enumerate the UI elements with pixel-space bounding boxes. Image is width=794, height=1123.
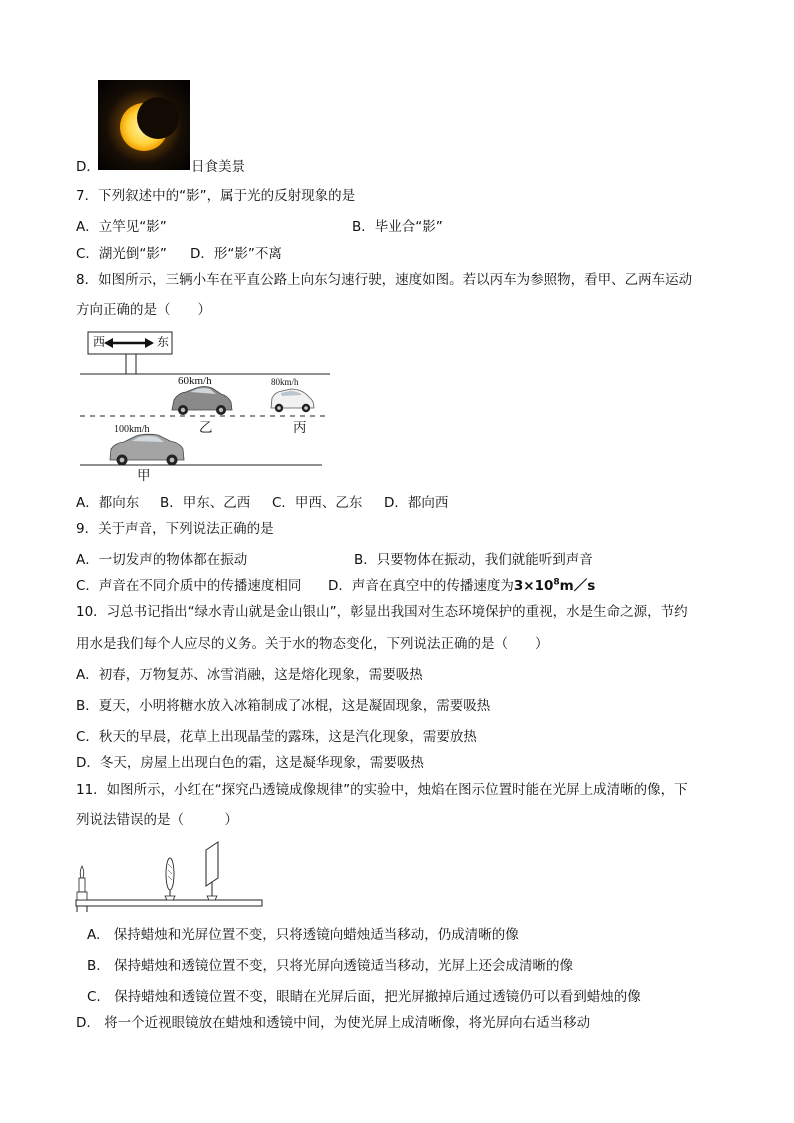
light-screen-icon — [206, 842, 218, 900]
car-yi-label: 乙 — [199, 420, 213, 436]
q11-option-b: B. 保持蜡烛和透镜位置不变，只将光屏向透镜适当移动，光屏上还会成清晰的像 — [87, 958, 574, 974]
q8-stem-line2: 方向正确的是（ ） — [76, 302, 211, 318]
q8-option-c: C．甲西、乙东 — [272, 495, 363, 511]
q9-option-d-unit: m／s — [559, 578, 596, 594]
q8-option-b: B．甲东、乙西 — [160, 495, 251, 511]
q8-stem-line1: 8．如图所示，三辆小车在平直公路上向东匀速行驶，速度如图。若以丙车为参照物，看甲、乙两车运动 — [76, 272, 693, 288]
q10-option-b: B．夏天，小明将糖水放入冰箱制成了冰棍，这是凝固现象，需要吸热 — [76, 698, 491, 714]
q11-optical-bench-figure — [74, 838, 264, 914]
q7-option-b: B．毕业合“影” — [352, 219, 443, 235]
car-jia-icon — [110, 434, 184, 465]
car-jia-label: 甲 — [137, 468, 151, 484]
q11-stem-line1: 11．如图所示，小红在“探究凸透镜成像规律”的实验中，烛焰在图示位置时能在光屏上成清晰的像，下 — [76, 782, 688, 798]
q7-option-c: C．湖光倒“影” — [76, 246, 167, 262]
convex-lens-icon — [165, 858, 175, 900]
q10-option-a: A．初春，万物复苏、冰雪消融，这是熔化现象，需要吸热 — [76, 667, 423, 683]
q7-option-d: D．形“影”不离 — [190, 246, 282, 262]
solar-eclipse-image — [98, 80, 190, 170]
car-yi-icon — [172, 387, 232, 416]
sign-west-label: 西 — [93, 335, 106, 349]
car-bing-icon — [271, 389, 314, 412]
q8-option-a: A．都向东 — [76, 495, 140, 511]
q8-option-d: D．都向西 — [384, 495, 449, 511]
car-bing-speed: 80km/h — [271, 377, 299, 387]
q7-option-a: A．立竿见“影” — [76, 219, 167, 235]
q9-stem: 9．关于声音，下列说法正确的是 — [76, 521, 274, 537]
car-yi-speed: 60km/h — [178, 375, 212, 387]
q6-option-d-letter: D． — [76, 159, 100, 175]
q11-stem-line2: 列说法错误的是（ ） — [76, 812, 238, 828]
car-jia-speed: 100km/h — [114, 424, 150, 435]
q9-option-b: B．只要物体在振动，我们就能听到声音 — [354, 552, 593, 568]
car-bing-label: 丙 — [293, 420, 307, 436]
q6-option-d-caption: 日食美景 — [191, 159, 245, 175]
q11-option-d: D. 将一个近视眼镜放在蜡烛和透镜中间，为使光屏上成清晰像，将光屏向右适当移动 — [76, 1015, 591, 1031]
q9-option-c: C．声音在不同介质中的传播速度相同 — [76, 578, 302, 594]
q7-stem: 7．下列叙述中的“影”，属于光的反射现象的是 — [76, 188, 356, 204]
sign-east-label: 东 — [157, 335, 170, 349]
q9-option-a: A．一切发声的物体都在振动 — [76, 552, 248, 568]
q10-option-c: C．秋天的早晨，花草上出现晶莹的露珠，这是汽化现象，需要放热 — [76, 729, 477, 745]
q10-option-d: D．冬天，房屋上出现白色的霜，这是凝华现象，需要吸热 — [76, 755, 424, 771]
q9-option-d — [328, 577, 595, 595]
q9-option-d-exponent: 8 — [553, 577, 560, 588]
q10-stem-line2: 用水是我们每个人应尽的义务。关于水的物态变化，下列说法正确的是（ ） — [76, 636, 549, 652]
q8-road-figure — [78, 328, 338, 488]
q10-stem-line1: 10．习总书记指出“绿水青山就是金山银山”，彰显出我国对生态环境保护的重视，水是生命之源，节约 — [76, 604, 688, 620]
q11-option-a: A. 保持蜡烛和光屏位置不变，只将透镜向蜡烛适当移动，仍成清晰的像 — [87, 927, 519, 943]
q9-option-d-value: 3×10 — [513, 578, 554, 594]
q11-option-c: C. 保持蜡烛和透镜位置不变，眼睛在光屏后面，把光屏撤掉后通过透镜仍可以看到蜡烛的像 — [87, 989, 641, 1005]
q9-option-d-prefix: D．声音在真空中的传播速度为 — [328, 578, 514, 594]
